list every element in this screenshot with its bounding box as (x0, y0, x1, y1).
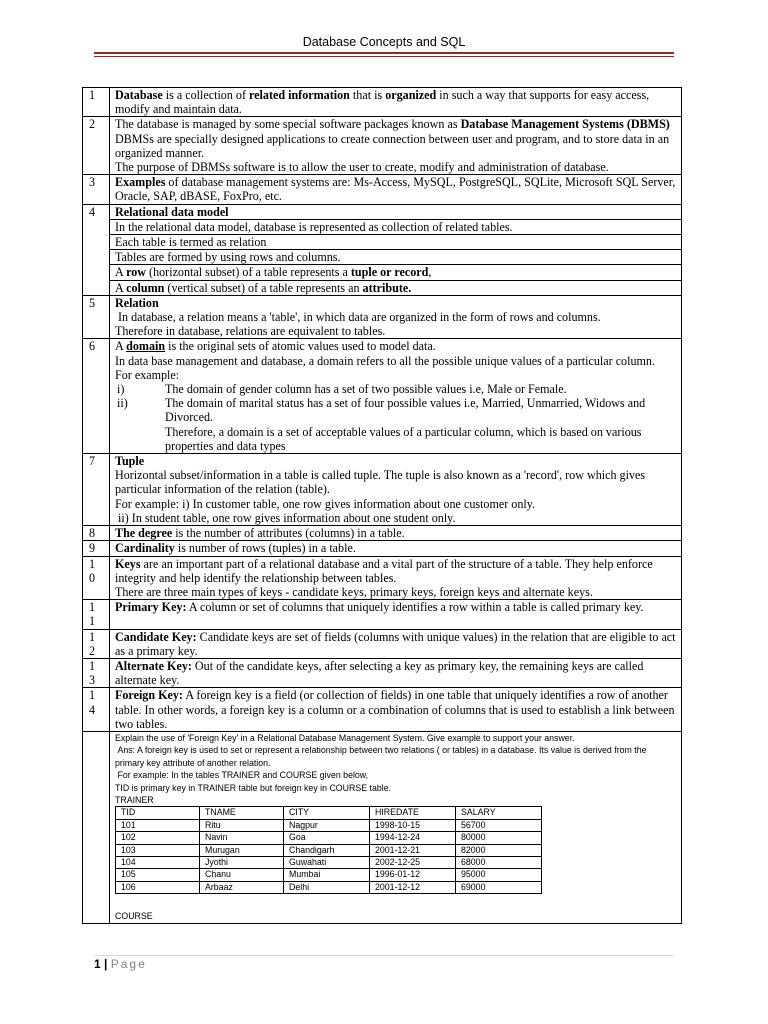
example-text: TID is primary key in TRAINER table but foreign key in COURSE table. (115, 782, 392, 793)
trainer-cell: 105 (116, 869, 200, 881)
row-content: Examples of database management systems are: Ms-Access, MySQL, PostgreSQL, SQLite, Microsoft SQL Server, Oracle, SAP, dBASE, FoxPro, etc. (110, 175, 682, 204)
trainer-table-title: TRAINER (115, 794, 154, 805)
table-row (83, 175, 682, 204)
row-content: Each table is termed as relation (110, 235, 682, 250)
row-content: Tables are formed by using rows and columns. (110, 250, 682, 265)
table-row (83, 117, 682, 175)
trainer-header-cell: HIREDATE (370, 807, 456, 819)
trainer-cell: Murugan (200, 844, 284, 856)
row-content: Alternate Key: Out of the candidate keys, after selecting a key as primary key, the remaining keys are called alternate key. (110, 658, 682, 687)
row-number: 3 (83, 175, 110, 204)
row-content: Tuple Horizontal subset/information in a table is called tuple. The tuple is also known as a 'record', row which gives particular information of the relation (table). For example: i) In customer table, one row gives information about one customer only. ii) In student table, one row gives information about one student only. (110, 454, 682, 526)
row-number (83, 731, 110, 923)
row-content: A domain is the original sets of atomic values used to model data. In data base management and database, a domain refers to all the possible unique values of a particular column. For example: i) The domain of gender column has a set of two possible values i.e, Male or Female. ii) The domain of marital status has a set of four possible values i.e, Married, Unmarried, Widows and Divorced. Therefore, a domain is a set of acceptable values of a particular column, which is based on various properties and data types (110, 339, 682, 454)
row-number: 7 (83, 454, 110, 526)
table-row (83, 688, 682, 732)
trainer-row (116, 869, 542, 881)
table-subrow (83, 219, 682, 234)
row-content: The degree is the number of attributes (columns) in a table. (110, 526, 682, 541)
row-number: 1 1 (83, 600, 110, 629)
table-subrow (83, 265, 682, 280)
page-header-title: Database Concepts and SQL (302, 35, 466, 49)
question-text: Explain the use of 'Foreign Key' in a Relational Database Management System. Give example to support your answer. (115, 732, 575, 743)
trainer-cell: 1994-12-24 (370, 832, 456, 844)
trainer-cell: Goa (284, 832, 370, 844)
footer-rule (94, 955, 674, 956)
row-content: Foreign Key: A foreign key is a field (or collection of fields) in one table that uniquely identifies a row of another table. In other words, a foreign key is a column or a combination of columns that is used to establish a link between two tables. (110, 688, 682, 732)
notes-table (82, 87, 682, 924)
row-number: 1 0 (83, 556, 110, 600)
trainer-cell: 103 (116, 844, 200, 856)
row-content: Relation In database, a relation means a 'table', in which data are organized in the form of rows and columns. Therefore in database, relations are equivalent to tables. (110, 295, 682, 339)
trainer-header-cell: CITY (284, 807, 370, 819)
row-heading: Relational data model (110, 204, 682, 219)
trainer-cell: Jyothi (200, 857, 284, 869)
page-footer: 1 | Page (94, 957, 147, 971)
trainer-row (116, 832, 542, 844)
trainer-cell: Delhi (284, 881, 370, 893)
table-row (83, 88, 682, 117)
trainer-cell: Chanu (200, 869, 284, 881)
table-row (83, 556, 682, 600)
trainer-cell: Mumbai (284, 869, 370, 881)
row-content: Database is a collection of related information that is organized in such a way that supports for easy access, modify and maintain data. (110, 88, 682, 117)
trainer-row (116, 881, 542, 893)
example-text: For example: In the tables TRAINER and COURSE given below, (115, 770, 369, 781)
trainer-row (116, 819, 542, 831)
trainer-header-cell: TID (116, 807, 200, 819)
trainer-cell: 56700 (456, 819, 542, 831)
trainer-cell: 1996-01-12 (370, 869, 456, 881)
row-number: 4 (83, 204, 110, 295)
row-content: Candidate Key: Candidate keys are set of fields (columns with unique values) in the relation that are eligible to act as a primary key. (110, 629, 682, 658)
trainer-cell: 69000 (456, 881, 542, 893)
row-content: A column (vertical subset) of a table represents an attribute. (110, 280, 682, 295)
row-number: 2 (83, 117, 110, 175)
row-content: The database is managed by some special software packages known as Database Management Systems (DBMS) DBMSs are specially designed applications to create connection between user and program, and to store data in an organized manner. The purpose of DBMSs software is to allow the user to create, modify and administration of database. (110, 117, 682, 175)
table-row (83, 658, 682, 687)
trainer-cell: 102 (116, 832, 200, 844)
trainer-cell: Ritu (200, 819, 284, 831)
row-content: Primary Key: A column or set of columns that uniquely identifies a row within a table is called primary key. (110, 600, 682, 629)
trainer-cell: Arbaaz (200, 881, 284, 893)
row-number: 1 3 (83, 658, 110, 687)
trainer-row (116, 857, 542, 869)
table-subrow (83, 235, 682, 250)
trainer-cell: Nagpur (284, 819, 370, 831)
header-rule (94, 52, 674, 54)
trainer-cell: Chandigarh (284, 844, 370, 856)
trainer-cell: 106 (116, 881, 200, 893)
trainer-cell: 2001-12-21 (370, 844, 456, 856)
table-subrow (83, 280, 682, 295)
trainer-cell: 104 (116, 857, 200, 869)
trainer-row (116, 844, 542, 856)
trainer-header-cell: SALARY (456, 807, 542, 819)
row-number: 9 (83, 541, 110, 556)
trainer-cell: 101 (116, 819, 200, 831)
table-row (83, 541, 682, 556)
trainer-table (115, 806, 542, 894)
row-content: Cardinality is number of rows (tuples) in a table. (110, 541, 682, 556)
table-row (83, 454, 682, 526)
table-subrow (83, 250, 682, 265)
row-number: 1 4 (83, 688, 110, 732)
trainer-cell: Navin (200, 832, 284, 844)
trainer-cell: 2002-12-25 (370, 857, 456, 869)
trainer-cell: 1998-10-15 (370, 819, 456, 831)
trainer-cell: 2001-12-12 (370, 881, 456, 893)
trainer-header-row (116, 807, 542, 819)
table-row (83, 295, 682, 339)
row-content: A row (horizontal subset) of a table represents a tuple or record, (110, 265, 682, 280)
trainer-cell: 95000 (456, 869, 542, 881)
table-row (83, 204, 682, 219)
table-row (83, 629, 682, 658)
trainer-header-cell: TNAME (200, 807, 284, 819)
table-row (83, 526, 682, 541)
header-rule-thin (94, 56, 674, 57)
trainer-cell: Guwahati (284, 857, 370, 869)
row-number: 6 (83, 339, 110, 454)
question-cell (110, 731, 682, 923)
row-content: In the relational data model, database is represented as collection of related tables. (110, 219, 682, 234)
row-content: Keys are an important part of a relational database and a vital part of the structure of a table. They help enforce integrity and help identify the relationship between tables. There are three main types of keys - candidate keys, primary keys, foreign keys and alternate keys. (110, 556, 682, 600)
table-row (83, 731, 682, 923)
trainer-cell: 80000 (456, 832, 542, 844)
answer-text: Ans: A foreign key is used to set or represent a relationship between two relations ( or tables) in a database. Its value is derived from the primary key attribute of another relation. (115, 745, 649, 768)
course-table-title: COURSE (115, 911, 153, 922)
row-number: 5 (83, 295, 110, 339)
table-row (83, 600, 682, 629)
table-row (83, 339, 682, 454)
row-number: 8 (83, 526, 110, 541)
row-number: 1 2 (83, 629, 110, 658)
trainer-cell: 82000 (456, 844, 542, 856)
trainer-cell: 68000 (456, 857, 542, 869)
row-number: 1 (83, 88, 110, 117)
